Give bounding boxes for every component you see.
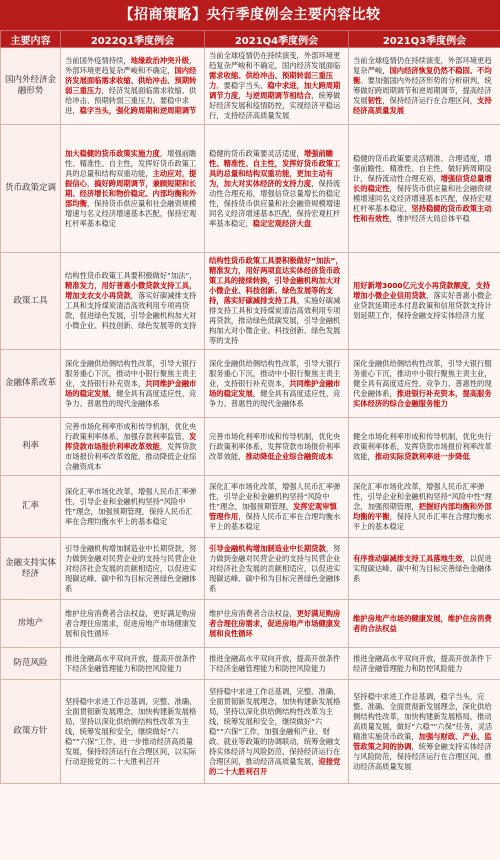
cell-2021q4	[205, 476, 349, 538]
highlight-text: 更好满足购房者合理住房需求，促进房地产市场健康发展和良性循环	[209, 608, 341, 638]
cell-2021q4	[205, 680, 349, 784]
highlight-text: 国内经济发展面临需求收缩、供给冲击、预期转弱三重压力	[65, 66, 197, 95]
highlight-text: 推进银行补充资本，提高服务实体经济的综合金融服务能力	[353, 388, 492, 408]
highlight-text: 支持经济高质量发展	[353, 96, 492, 115]
cell-text: 深化汇率市场化改革，增强人民币汇率弹性，引导企业和金融机构坚持“风险中性”理念，加强预期管理，保持人民币汇率在合理均衡水平上的基本稳定	[65, 486, 197, 526]
highlight-text: 共同维护金融市场的稳定发展	[209, 378, 341, 398]
highlight-text: 主动应对，提振信心	[65, 168, 197, 188]
cell-text: ，努力做到金融对民营企业的支持与民营企业对经济社会发展的贡献相适应，以促进实现碳达峰、碳中和为目标完善绿色金融体系	[209, 543, 341, 593]
cell-text: 推进金融高水平双向开放，提高开放条件下经济金融管理能力和防控风险能力	[209, 653, 341, 673]
row-category: 政策工具	[1, 253, 61, 350]
highlight-text: 有序推动碳减排支持工具落地生效	[353, 553, 463, 563]
highlight-text: 推动实际贷款利率进一步降低	[374, 451, 470, 461]
cell-2021q3	[349, 476, 500, 538]
cell-text: 完善市场化利率形成和传导机制，优化央行政策利率体系，发挥贷款市场报价利率改革效能，	[209, 431, 341, 461]
cell-2021q4	[205, 648, 349, 680]
cell-2021q4	[205, 350, 349, 418]
cell-text: 维护住房消费者合法权益，更好满足购房者合理住房需求，促进房地产市场健康发展和良性循环	[65, 608, 197, 638]
table-row	[1, 418, 500, 476]
highlight-text: 迎接党的二十大胜利召开	[209, 756, 341, 776]
highlight-text: 维护房地产市场的健康发展，维护住房消费者的合法权益	[353, 613, 492, 633]
cell-2021q3	[349, 600, 500, 648]
highlight-text: 韧性	[367, 96, 383, 105]
highlight-text: 引导金融机构增加制造业中长期贷款	[209, 543, 326, 553]
cell-text: 当前国外疫情持续，	[65, 56, 131, 65]
cell-text: ，落实好碳减排支持工具和支持煤炭清洁高效利用专项再贷款，促进绿色发展，引导金融机构加大对小微企业、科技创新、绿色发展等的支持	[65, 291, 197, 330]
cell-text: 结构性货币政策工具要积极做好“加法”，	[65, 271, 197, 280]
cell-2022q1	[61, 125, 205, 253]
cell-text: 坚持稳中求进工作总基调，完整、准确、全面贯彻新发展理念，加快构建新发展格局，坚持以深化供给侧结构性改革为主线，统筹发展和安全，继续做好“六稳”“六保”工作，进一步推动经济高质量发展，保持经济运行在合理区间，以实际行动迎接党的二十大胜利召开	[65, 696, 197, 766]
highlight-text: ，更加主动有为，加大对实体经济的支持力度	[209, 168, 334, 188]
cell-text: ，统筹金融支持实体经济与风险防范，保持经济运行在合理区间，推动经济高质量发展	[353, 741, 492, 771]
page-title: 【招商策略】央行季度例会主要内容比较	[0, 0, 500, 30]
cell-2021q4	[205, 125, 349, 253]
cell-2022q1	[61, 600, 205, 648]
highlight-text: 地缘政治冲突升级	[130, 56, 190, 65]
header-row	[1, 31, 500, 48]
row-category: 政策方针	[1, 680, 61, 784]
highlight-text: 用好新增3000亿元支小再贷款额度，支持增加小微企业信用贷款	[353, 281, 491, 300]
table-row	[1, 538, 500, 600]
cell-2021q3	[349, 125, 500, 253]
cell-text: ，维护经济大局总体平稳	[389, 213, 470, 223]
cell-2021q3	[349, 418, 500, 476]
header-2021q3: 2021Q3季度例会	[349, 31, 500, 48]
cell-text: ，落实好普惠小微企业贷款延期还本付息政策和信用贷款支持计划延期工作，保持金融支持实体经济力度	[353, 291, 492, 320]
cell-text: 坚持稳中求进工作总基调，完整、准确、全面贯彻新发展理念，加快构建新发展格局，坚持以深化供给侧结构性改革为主线，统筹发展和安全，继续做好“六稳”“六保”工作，加强金融和产业、财政、就业等政策的协调联动，统筹金融支持实体经济与风险防范，保持经济运行在合理区间，推动经济高质量发展，	[209, 686, 341, 766]
cell-2022q1	[61, 48, 205, 125]
highlight-text: 引导金融机构加大对小微企业、科技创新、绿色发展等的支持，落实好碳减排支持工具	[209, 276, 341, 305]
table-row	[1, 648, 500, 680]
cell-2022q1	[61, 418, 205, 476]
cell-text: 深化金融供给侧结构性改革，引导大银行服务重心下沉，推动中小银行聚焦主责主业，支持银行补充资本，	[209, 358, 341, 388]
highlight-text: 国内经济恢复仍然不稳固、不均衡	[353, 66, 492, 85]
cell-text: ，保持流动性合理充裕，增强信贷总量增长的稳定性，保持货币供应量和社会融资规模增速同名义经济增速基本匹配，保持宏观杠杆率基本稳定，	[209, 178, 341, 228]
cell-2022q1	[61, 350, 205, 418]
cell-text: ，	[86, 178, 95, 188]
highlight-text: 增强信贷总量增长的稳定性	[353, 173, 492, 193]
row-category: 金融支持实体经济	[1, 538, 61, 600]
cell-text: ，实施好碳减排支持工具和支持煤炭清洁高效利用专项再贷款，推动绿色低碳发展，引导金融机构加大对小微企业、科技创新、绿色发展等的支持	[209, 296, 341, 345]
cell-text: 稳健的货币政策要灵活适度，	[209, 148, 304, 158]
cell-text: ，增强前瞻性、精准性、自主性，发挥好货币政策工具的总量和结构双重功能，	[65, 148, 197, 178]
highlight-text: 精准发力，用好普惠小微贷款支持工具，增加支农支小再贷款	[65, 281, 197, 300]
cell-text: ，健全具有高度适应性、竞争力、普惠性的现代金融体系	[209, 388, 341, 408]
highlight-text: 把握好内部均衡和外部均衡的平衡	[353, 501, 492, 521]
row-category: 国内外经济金融形势	[1, 48, 61, 125]
highlight-text: 共同维护金融市场的稳定发展	[65, 378, 197, 398]
header-2022q1: 2022Q1季度例会	[61, 31, 205, 48]
table-row	[1, 253, 500, 350]
cell-2022q1	[61, 648, 205, 680]
table-body	[1, 48, 500, 784]
cell-2021q3	[349, 48, 500, 125]
cell-text: 深化金融供给侧结构性改革，引导大银行服务重心下沉，推动中小银行聚焦主责主业，支持银行补充资本，	[65, 358, 197, 388]
header-category: 主要内容	[1, 31, 61, 48]
table-row	[1, 48, 500, 125]
row-category: 防范风险	[1, 648, 61, 680]
table-row	[1, 680, 500, 784]
cell-text: 推进金融高水平双向开放，提高开放条件下经济金融管理能力和防控风险能力	[353, 653, 492, 673]
cell-text: ，保持人民币汇率在合理均衡水平上的基本稳定	[353, 511, 492, 531]
highlight-text: 结构性货币政策工具要积极做好“加法”，精准发力，用好两项直达实体经济货币政策工具的接续转换，	[209, 256, 343, 285]
cell-text: ，以促进实现碳达峰、碳中和为目标完善绿色金融体系	[353, 553, 492, 583]
cell-text: 。要加强国内外经济形势的分析研判，统筹做好跨周期调节和逆周期调节，提高经济发展	[353, 76, 492, 105]
cell-text: ，保持货币供应量和社会融资规模增速与名义经济增速基本匹配，保持宏观杠杆率基本稳定	[65, 198, 197, 228]
cell-text: ，外部环境更趋复杂严峻和不确定，	[65, 56, 197, 75]
table-row	[1, 600, 500, 648]
cell-2021q3	[349, 538, 500, 600]
table-row	[1, 350, 500, 418]
row-category: 货币政策定调	[1, 125, 61, 253]
cell-2021q4	[205, 418, 349, 476]
cell-text: 深化汇率市场化改革，增强人民币汇率弹性，引导企业和金融机构坚持“风险中性”理念，加强预期管理，	[353, 481, 492, 511]
highlight-text: 需求收缩、供给冲击、预期转弱三重压力	[209, 71, 334, 90]
highlight-text: 稳字当头，强化跨周期和逆周期调节	[79, 106, 197, 115]
highlight-text: 坚持稳健的货币政策主动性和有效性	[353, 203, 492, 223]
highlight-text: 加强与财政、产业、监管政策之间的协调	[353, 731, 492, 751]
cell-2021q3	[349, 648, 500, 680]
cell-2021q4	[205, 600, 349, 648]
highlight-text: 发挥宏观审慎管理作用	[209, 501, 337, 521]
highlight-text: 稳定宏观经济大盘	[252, 218, 312, 228]
highlight-text: 稳中求进，加大跨周期调节力度，与逆周期调节相结合	[209, 81, 341, 100]
cell-text: 当前全球疫情仍在持续演变，外部环境更趋复杂严峻，	[353, 56, 492, 75]
cell-text: 完善市场化利率形成和传导机制，优化央行政策利率体系，加强存款利率监管，	[65, 421, 197, 441]
row-category: 利率	[1, 418, 61, 476]
row-category: 汇率	[1, 476, 61, 538]
cell-text: ，统筹做好经济发展和疫情防控，实现经济平稳运行，支持经济高质量发展	[209, 91, 341, 120]
cell-text: ，经济发展面临需求收缩、供给冲击、预期转弱三重压力，要稳中求进，	[65, 86, 197, 115]
cell-2021q4	[205, 253, 349, 350]
cell-text: ，保持经济运行在合理区间，	[382, 96, 478, 105]
cell-text: ，健全具有高度适应性、竞争力、普惠性的现代金融体系	[65, 388, 197, 408]
row-category: 房地产	[1, 600, 61, 648]
highlight-text: 加大稳健的货币政策实施力度	[65, 148, 160, 158]
cell-text: ，保持人民币汇率在合理均衡水平上的基本稳定	[209, 511, 341, 531]
cell-2021q4	[205, 538, 349, 600]
cell-text: 深化汇率市场化改革，增强人民币汇率弹性，引导企业和金融机构坚持“风险中性”理念，加强预期管理，	[209, 481, 341, 511]
cell-2022q1	[61, 538, 205, 600]
cell-text: 稳健的货币政策要灵活精准、合理适度，增强前瞻性、精准性、自主性，做好跨周期设计，保持流动性合理充裕，	[353, 153, 492, 183]
cell-text: 健全市场化利率形成和传导机制，优化央行政策利率体系，发挥贷款市场报价利率改革效能，	[353, 431, 492, 461]
header-2021q4: 2021Q4季度例会	[205, 31, 349, 48]
cell-text: 坚持稳中求进工作总基调，稳字当头，完整、准确、全面贯彻新发展理念，深化供给侧结构性改革，加快构建新发展格局，推动高质量发展，做好“六稳”“六保”任务，灵活精准实施货币政策，	[353, 691, 493, 741]
highlight-text: 增强前瞻性、精准性、自主性，发挥好货币政策工具的总量和结构双重功能	[209, 148, 341, 178]
cell-text: ，保持货币供应量和社会融资规模增速同名义经济增速基本匹配，保持宏观杠杆率基本稳定，	[353, 183, 492, 213]
cell-text: 当前全球疫情仍在持续演变，外部环境更趋复杂严峻和不确定，国内经济发展面临	[209, 51, 341, 70]
comparison-table	[0, 30, 500, 784]
cell-2021q3	[349, 253, 500, 350]
cell-2021q4	[205, 48, 349, 125]
cell-text: 。要稳字当头、	[216, 81, 268, 90]
highlight-text: 发挥贷款市场报价利率改革效能	[65, 431, 197, 451]
cell-text: 维护住房消费者合法权益，	[209, 608, 297, 618]
cell-text: 引导金融机构增加制造业中长期贷款，努力做到金融对民营企业的支持与民营企业对经济社会发展的贡献相适应，以促进实现碳达峰、碳中和为目标完善绿色金融体系	[65, 543, 197, 593]
cell-text: 推进金融高水平双向开放，提高开放条件下经济金融管理能力和防控风险能力	[65, 653, 197, 673]
cell-text: 深化金融供给侧结构性改革，引导大银行服务重心下沉，推动中小银行聚焦主责主业，健全具有高度适应性、竞争力、普惠性的现代金融体系，	[353, 358, 492, 398]
row-category: 金融体系改革	[1, 350, 61, 418]
cell-text: ，发挥贷款市场报价利率改革效能，推动降低企业综合融资成本	[65, 441, 197, 471]
cell-2022q1	[61, 253, 205, 350]
cell-2022q1	[61, 680, 205, 784]
table-row	[1, 476, 500, 538]
table-row	[1, 125, 500, 253]
cell-2021q3	[349, 350, 500, 418]
cell-2021q3	[349, 680, 500, 784]
highlight-text: 推动降低企业综合融资成本	[245, 451, 334, 461]
cell-2022q1	[61, 476, 205, 538]
highlight-text: 搞好跨周期调节，兼顾短期和长期、经济增长和物价稳定、内部均衡和外部均衡	[65, 178, 197, 208]
